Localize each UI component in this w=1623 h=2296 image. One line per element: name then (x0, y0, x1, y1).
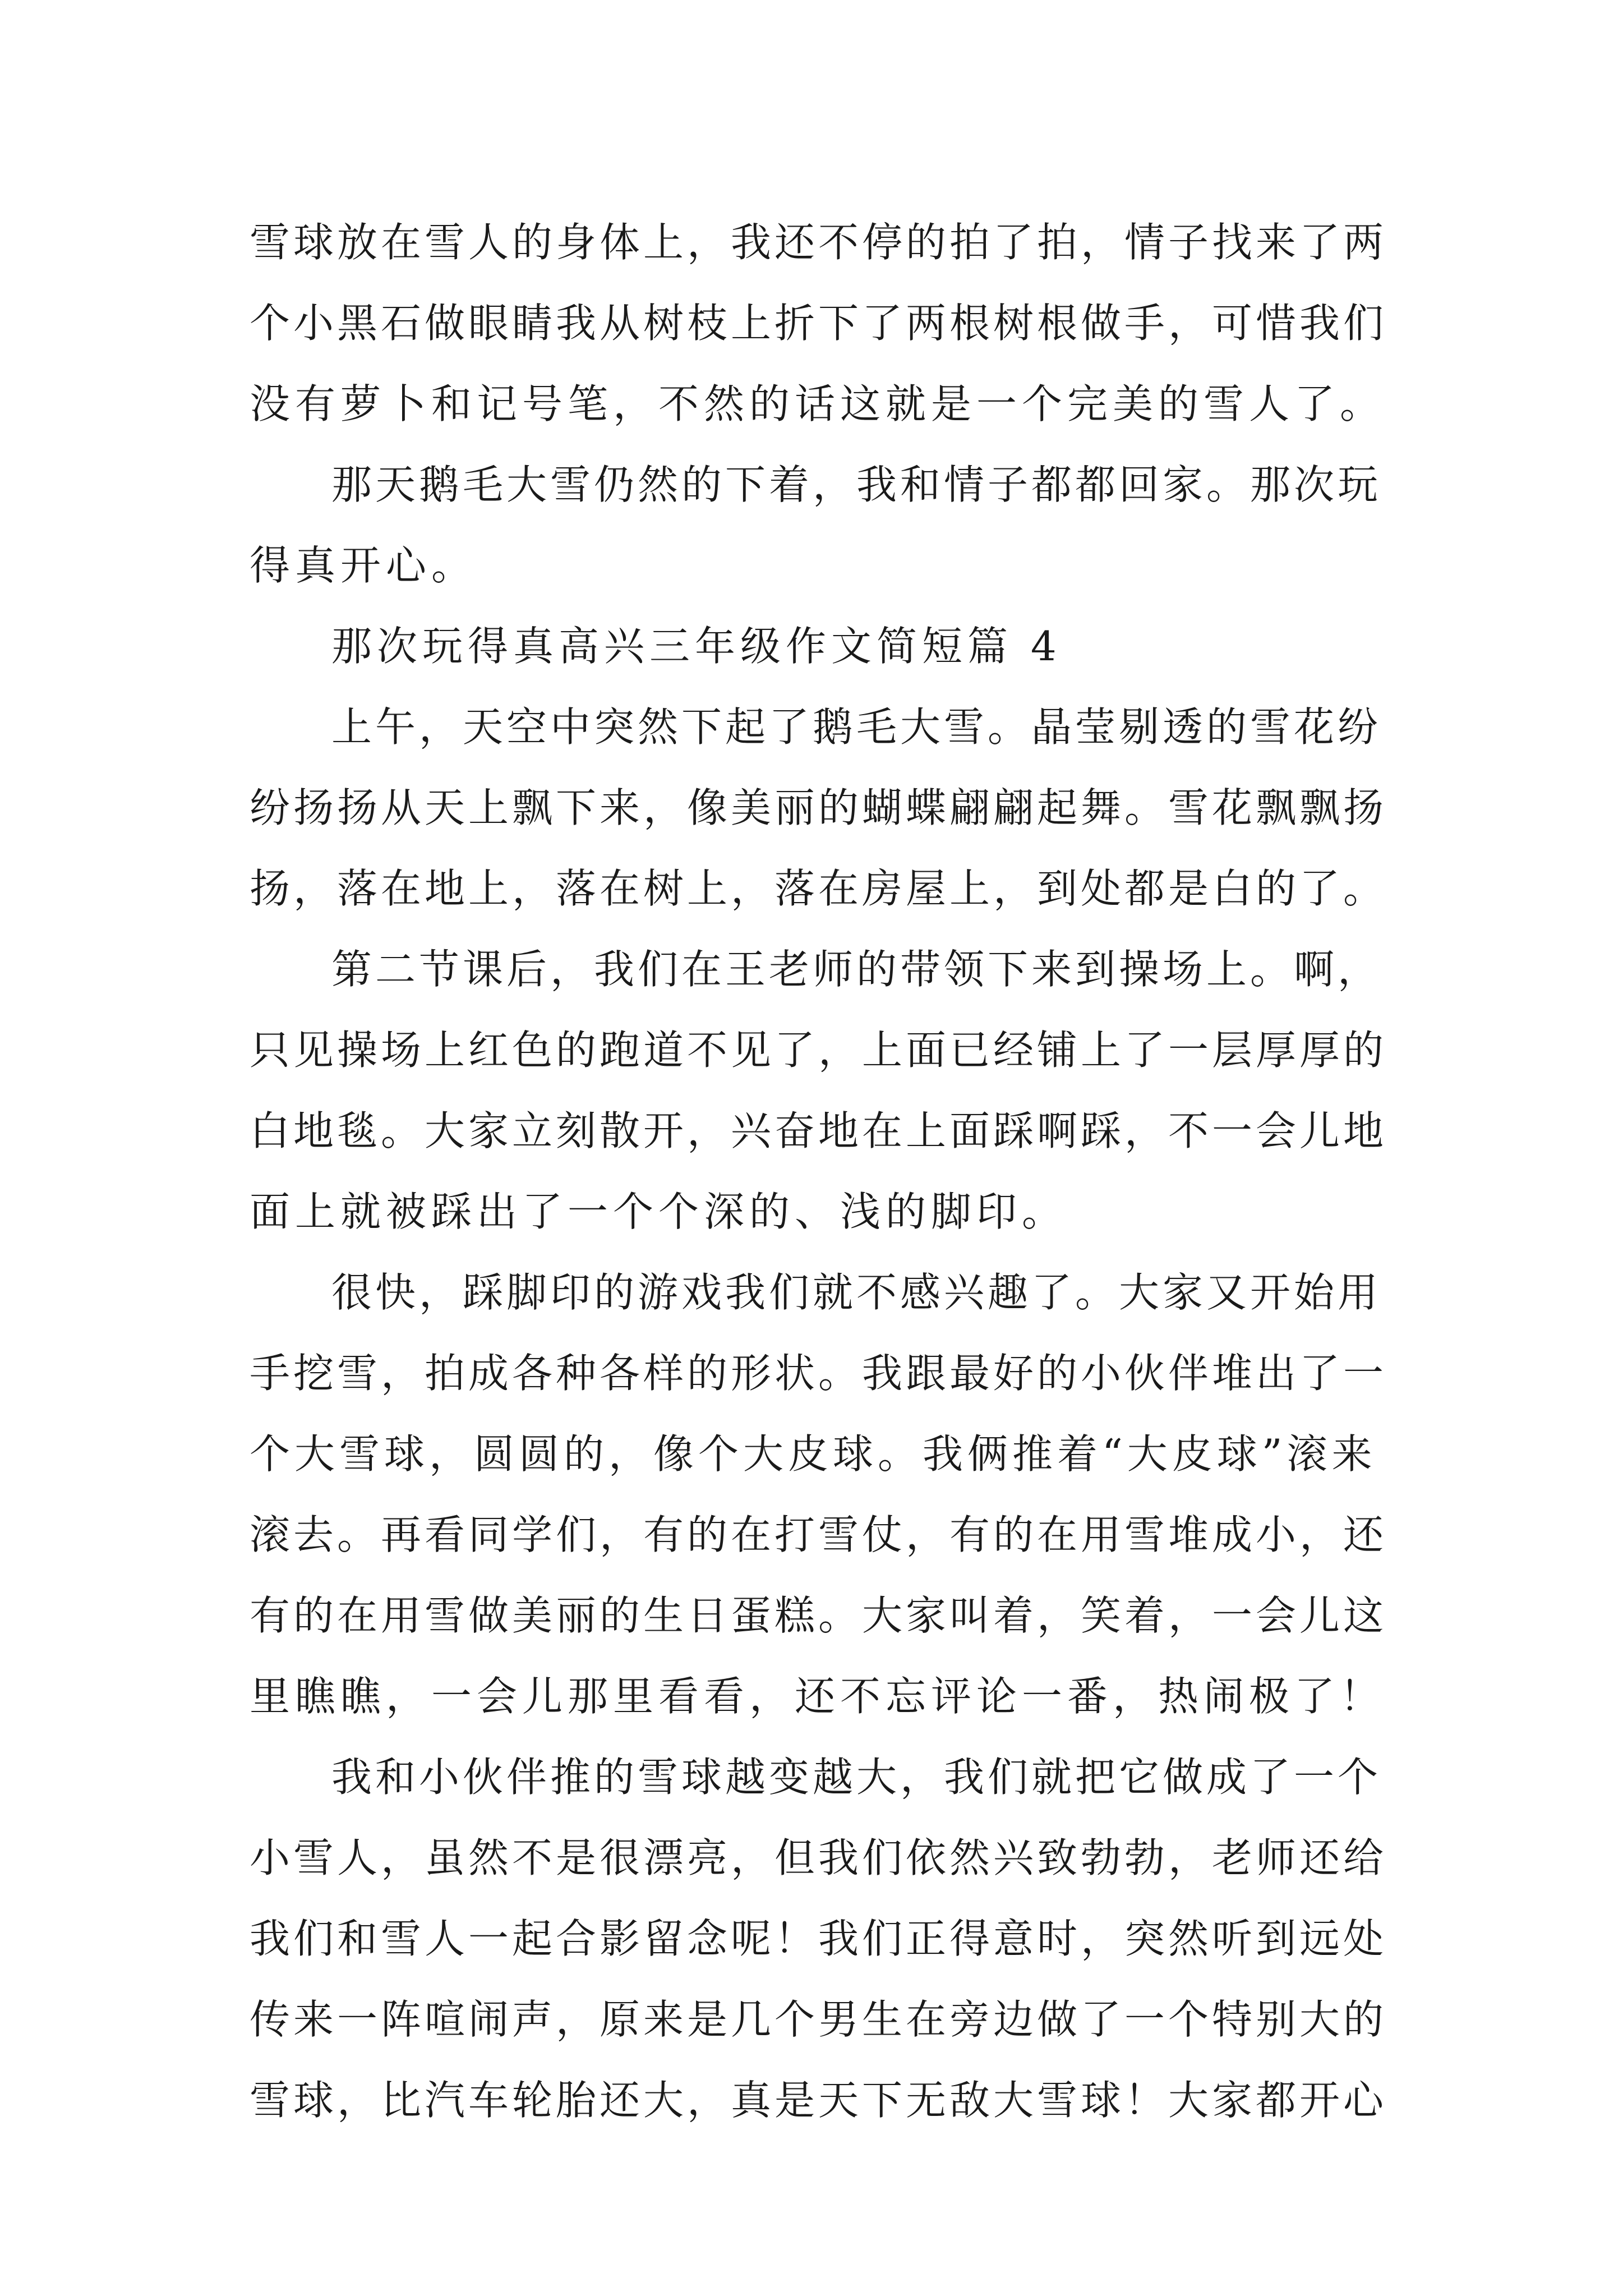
paragraph-first-line: 那天鹅毛大雪仍然的下着，我和情子都都回家。那次玩 (331, 461, 1382, 508)
text-line: 白地毯。大家立刻散开，兴奋地在上面踩啊踩，不一会儿地 (250, 1107, 1387, 1154)
text-line: 没有萝卜和记号笔，不然的话这就是一个完美的雪人了。 (250, 380, 1386, 427)
text-line: 扬，落在地上，落在树上，落在房屋上，到处都是白的了。 (250, 865, 1387, 912)
text-line: 纷扬扬从天上飘下来，像美丽的蝴蝶翩翩起舞。雪花飘飘扬 (250, 784, 1387, 831)
text-line: 雪球放在雪人的身体上，我还不停的拍了拍，情子找来了两 (250, 219, 1387, 266)
paragraph-first-line: 我和小伙伴推的雪球越变越大，我们就把它做成了一个 (331, 1754, 1382, 1801)
text-line: 滚去。再看同学们，有的在打雪仗，有的在用雪堆成小，还 (250, 1511, 1387, 1558)
text-line: 得真开心。 (250, 542, 477, 589)
section-heading: 那次玩得真高兴三年级作文简短篇 4 (331, 623, 1062, 670)
text-line: 雪球，比汽车轮胎还大，真是天下无敌大雪球！大家都开心 (250, 2077, 1387, 2124)
paragraph-first-line: 很快，踩脚印的游戏我们就不感兴趣了。大家又开始用 (331, 1269, 1382, 1316)
paragraph-first-line: 第二节课后，我们在王老师的带领下来到操场上。啊， (331, 946, 1382, 993)
text-line: 面上就被踩出了一个个深的、浅的脚印。 (250, 1188, 1068, 1235)
text-line: 只见操场上红色的跑道不见了，上面已经铺上了一层厚厚的 (250, 1027, 1387, 1074)
text-line: 小雪人，虽然不是很漂亮，但我们依然兴致勃勃，老师还给 (250, 1834, 1387, 1881)
text-line: 个小黑石做眼睛我从树枝上折下了两根树根做手，可惜我们 (250, 300, 1387, 347)
paragraph-first-line: 上午，天空中突然下起了鹅毛大雪。晶莹剔透的雪花纷 (331, 703, 1382, 751)
body-text (250, 202, 1388, 2141)
text-line: 传来一阵喧闹声，原来是几个男生在旁边做了一个特别大的 (250, 1996, 1387, 2043)
text-line: 我们和雪人一起合影留念呢！我们正得意时，突然听到远处 (250, 1915, 1387, 1962)
text-line: 手挖雪，拍成各种各样的形状。我跟最好的小伙伴堆出了一 (250, 1350, 1387, 1397)
text-line: 个大雪球，圆圆的，像个大皮球。我俩推着“大皮球”滚来 (250, 1430, 1377, 1478)
text-line: 有的在用雪做美丽的生日蛋糕。大家叫着，笑着，一会儿这 (250, 1592, 1387, 1639)
text-line: 里瞧瞧，一会儿那里看看，还不忘评论一番，热闹极了！ (250, 1673, 1386, 1720)
